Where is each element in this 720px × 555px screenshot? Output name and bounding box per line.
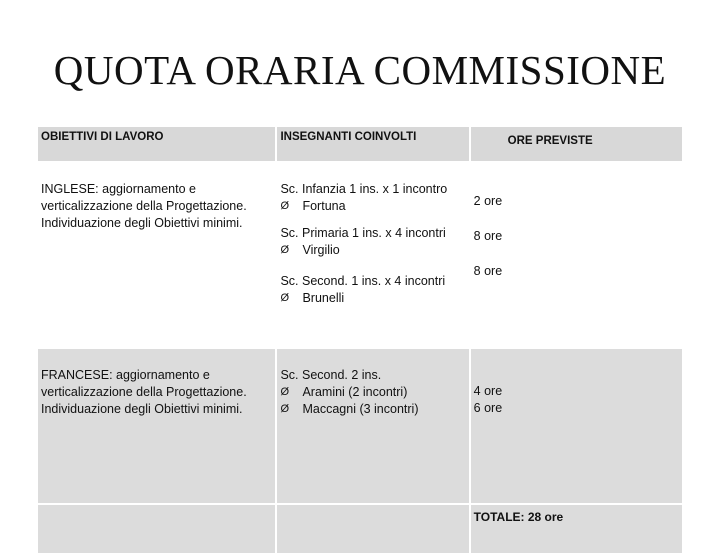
total-hours: TOTALE: 28 ore: [473, 510, 564, 524]
bullet-arrow-icon: Ø: [280, 200, 290, 212]
obiettivo-cell: [38, 163, 275, 347]
bullet-arrow-icon: Ø: [280, 403, 290, 415]
total-cell: [471, 505, 682, 553]
teacher-name: Brunelli: [302, 291, 345, 305]
school-line: Sc. Primaria 1 ins. x 4 incontri: [280, 226, 446, 240]
header-ore: [471, 127, 682, 161]
bullet-arrow-icon: Ø: [280, 244, 290, 256]
teacher-group: [280, 225, 465, 259]
teacher-name: Fortuna: [302, 199, 346, 213]
teacher-group: [280, 273, 465, 307]
table-row: [38, 163, 682, 347]
obiettivo-line: FRANCESE: aggiornamento e: [41, 368, 210, 382]
hours-value: 4 ore: [473, 384, 503, 398]
header-insegnanti: INSEGNANTI COINVOLTI: [277, 127, 468, 161]
school-line: Sc. Infanzia 1 ins. x 1 incontro: [280, 182, 448, 196]
header-row: [38, 127, 682, 161]
hours-value: 6 ore: [473, 401, 503, 415]
teacher-group: [280, 181, 465, 215]
insegnanti-cell: [277, 163, 468, 347]
teacher-name: Virgilio: [302, 243, 340, 257]
header-obiettivi: OBIETTIVI DI LAVORO: [38, 127, 275, 161]
page-title: QUOTA ORARIA COMMISSIONE: [53, 47, 667, 93]
commission-table: [36, 125, 684, 555]
teacher-name: Aramini (2 incontri): [302, 385, 408, 399]
obiettivo-line: verticalizzazione della Progettazione.: [41, 385, 247, 399]
insegnanti-cell: [277, 349, 468, 503]
empty-cell: [277, 505, 468, 553]
teacher-name: Maccagni (3 incontri): [302, 402, 419, 416]
empty-cell: [38, 505, 275, 553]
bullet-arrow-icon: Ø: [280, 292, 290, 304]
hours-value: 2 ore: [473, 194, 503, 208]
table-row: [38, 505, 682, 553]
school-line: Sc. Second. 2 ins.: [280, 368, 382, 382]
table-row: [38, 349, 682, 503]
hours-value: 8 ore: [473, 264, 503, 278]
obiettivo-line: INGLESE: aggiornamento e: [41, 182, 196, 196]
obiettivo-cell: [38, 349, 275, 503]
obiettivo-line: Individuazione degli Obiettivi minimi.: [41, 216, 243, 230]
hours-value: 8 ore: [473, 229, 503, 243]
bullet-arrow-icon: Ø: [280, 386, 290, 398]
ore-cell: [471, 163, 682, 347]
school-line: Sc. Second. 1 ins. x 4 incontri: [280, 274, 446, 288]
header-ore-label: ORE PREVISTE: [507, 135, 593, 147]
ore-cell: [471, 349, 682, 503]
obiettivo-line: Individuazione degli Obiettivi minimi.: [41, 402, 243, 416]
obiettivo-line: verticalizzazione della Progettazione.: [41, 199, 247, 213]
